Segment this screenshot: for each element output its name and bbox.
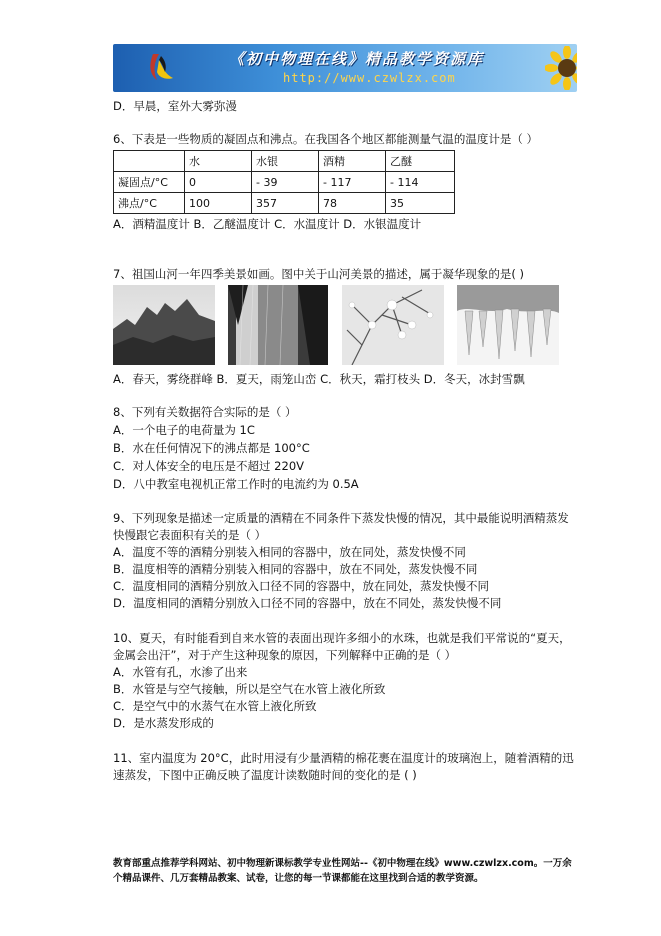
table-row: [114, 172, 455, 193]
photo-winter-ice: [457, 285, 559, 365]
table-cell: - 39: [252, 172, 319, 193]
table-cell: 凝固点/°C: [114, 172, 185, 193]
q11-question-line1: 11、室内温度为 20°C，此时用浸有少量酒精的棉花裹在温度计的玻璃泡上，随着酒精的迅: [113, 751, 574, 765]
table-cell: 水银: [252, 151, 319, 172]
q5-option-d: D．早晨，室外大雾弥漫: [113, 99, 237, 113]
q9-option-d: D．温度相同的酒精分别放入口径不同的容器中，放在不同处，蒸发快慢不同: [113, 596, 502, 610]
table-cell: 水: [185, 151, 252, 172]
q10-option-c: C．是空气中的水蒸气在水管上液化所致: [113, 699, 317, 713]
page-footer: [113, 856, 583, 886]
footer-line1: 教育部重点推荐学科网站、初中物理新课标教学专业性网站--《初中物理在线》www.czwlzx.com。一万余: [113, 858, 572, 869]
q8-option-c: C．对人体安全的电压是不超过 220V: [113, 459, 305, 473]
table-header-row: [114, 151, 455, 172]
q8-option-a: A．一个电子的电荷量为 1C: [113, 423, 255, 437]
q10-option-b: B．水管是与空气接触，所以是空气在水管上液化所致: [113, 682, 386, 696]
banner-url[interactable]: http://www.czwlzx.com: [283, 71, 456, 85]
q10-option-d: D．是水蒸发形成的: [113, 716, 214, 730]
q7-options: A．春天，雾绕群峰 B．夏天，雨笼山峦 C．秋天，霜打枝头 D．冬天，冰封雪飘: [113, 372, 525, 386]
table-cell: 357: [252, 193, 319, 214]
q6-table: [113, 150, 455, 214]
q8-option-b: B．水在任何情况下的沸点都是 100°C: [113, 441, 310, 455]
photo-summer-rain: [228, 285, 328, 365]
q6-options: A．酒精温度计 B．乙醚温度计 C．水温度计 D．水银温度计: [113, 217, 422, 231]
table-cell: 沸点/°C: [114, 193, 185, 214]
q9-option-a: A．温度不等的酒精分别装入相同的容器中，放在同处，蒸发快慢不同: [113, 545, 466, 559]
table-cell: - 114: [386, 172, 455, 193]
q6-question: 6、下表是一些物质的凝固点和沸点。在我国各个地区都能测量气温的温度计是（ ）: [113, 132, 538, 146]
table-cell: - 117: [319, 172, 386, 193]
table-cell: 0: [185, 172, 252, 193]
table-row: [114, 193, 455, 214]
table-cell: [114, 151, 185, 172]
q11-question-line2: 速蒸发，下图中正确反映了温度计读数随时间的变化的是 ( ): [113, 768, 417, 782]
q7-question: 7、祖国山河一年四季美景如画。图中关于山河美景的描述，属于凝华现象的是( ): [113, 267, 524, 281]
q9-option-c: C．温度相同的酒精分别放入口径不同的容器中，放在同处，蒸发快慢不同: [113, 579, 490, 593]
q8-option-d: D．八中教室电视机正常工作时的电流约为 0.5A: [113, 477, 359, 491]
table-cell: 35: [386, 193, 455, 214]
header-banner: [113, 44, 577, 92]
photo-spring-mountains: [113, 285, 215, 365]
table-cell: 乙醚: [386, 151, 455, 172]
table-cell: 100: [185, 193, 252, 214]
table-cell: 78: [319, 193, 386, 214]
q10-option-a: A．水管有孔，水渗了出来: [113, 665, 248, 679]
sunflower-icon: [545, 46, 577, 90]
q10-question-line1: 10、夏天，有时能看到自来水管的表面出现许多细小的水珠，也就是我们平常说的“夏天，: [113, 631, 571, 645]
site-logo-icon: [147, 50, 177, 84]
q8-question: 8、下列有关数据符合实际的是（ ）: [113, 405, 297, 419]
q9-option-b: B．温度相等的酒精分别装入相同的容器中，放在不同处，蒸发快慢不同: [113, 562, 478, 576]
photo-autumn-frost: [342, 285, 444, 365]
q10-question-line2: 金属会出汗”，对于产生这种现象的原因，下列解释中正确的是（ ）: [113, 648, 457, 662]
table-cell: 酒精: [319, 151, 386, 172]
q9-question-line1: 9、下列现象是描述一定质量的酒精在不同条件下蒸发快慢的情况，其中最能说明酒精蒸发: [113, 511, 569, 525]
q9-question-line2: 快慢跟它表面积有关的是（ ）: [113, 528, 267, 542]
banner-title: 《初中物理在线》精品教学资源库: [229, 50, 485, 68]
footer-line2: 个精品课件、几万套精品教案、试卷，让您的每一节课都能在这里找到合适的教学资源。: [113, 873, 484, 884]
